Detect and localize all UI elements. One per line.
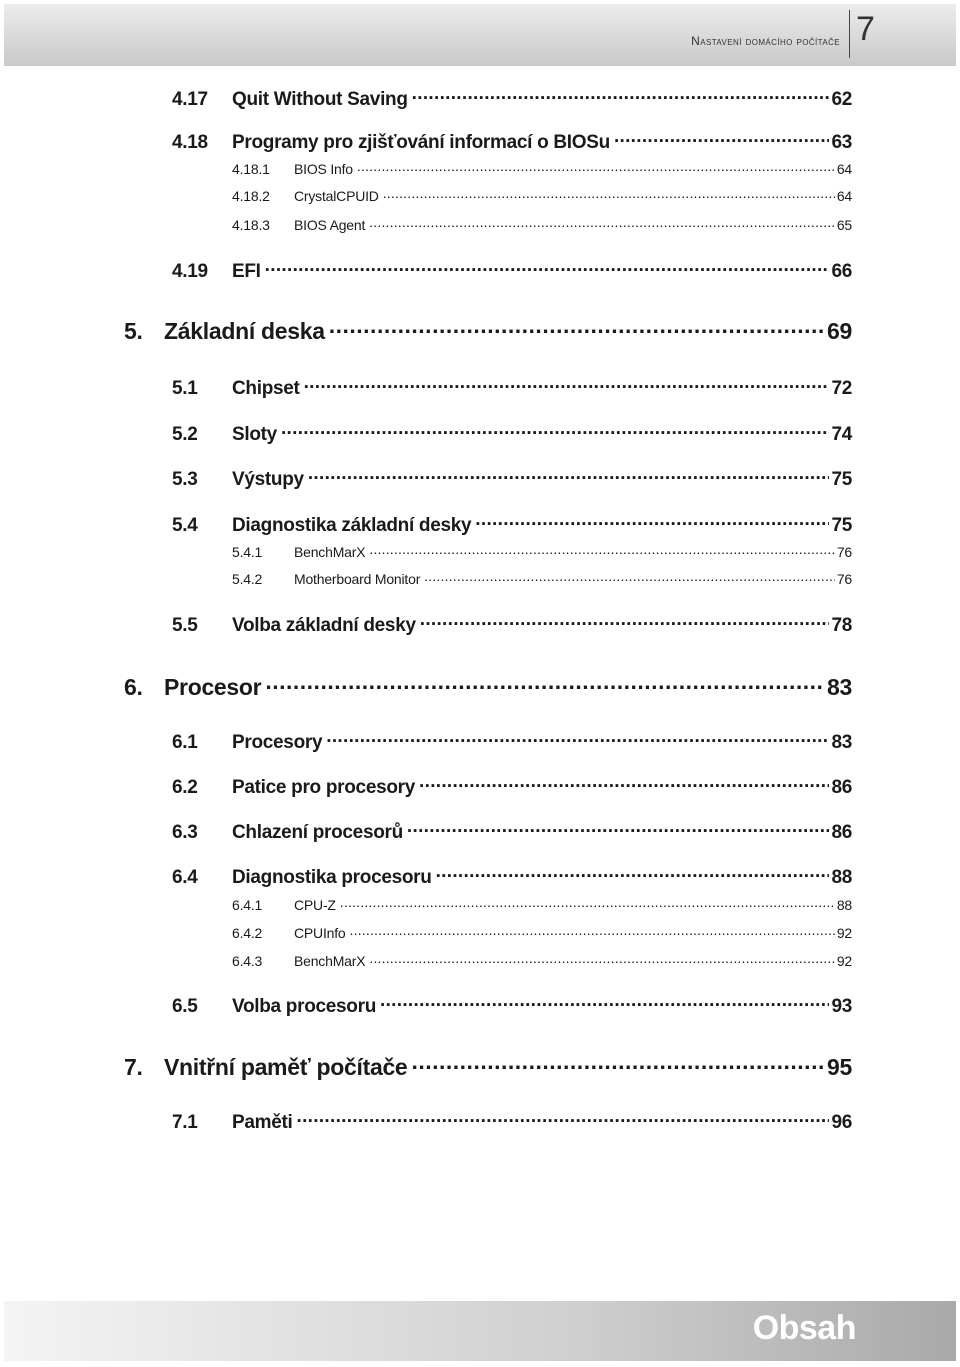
toc-entry-title: Sloty (232, 424, 277, 445)
toc-entry-page-number: 92 (836, 925, 852, 941)
toc-entry-number: 6.2 (172, 777, 198, 798)
toc-entry[interactable] (232, 924, 852, 944)
toc-entry-number: 4.19 (172, 261, 208, 282)
toc-entry-number: 4.18.2 (232, 188, 270, 204)
toc-entry-title: Základní deska (164, 318, 325, 344)
toc-entry-title: Motherboard Monitor (294, 571, 421, 587)
toc-entry-page-number: 96 (831, 1112, 852, 1133)
toc-entry-title: BIOS Info (294, 161, 353, 177)
toc-entry[interactable] (172, 258, 852, 284)
toc-entry-title: Vnitřní paměť počítače (164, 1054, 408, 1080)
toc-dot-leader (357, 160, 835, 174)
toc-entry-page-number: 76 (836, 571, 852, 587)
toc-entry-title: CPU-Z (294, 897, 336, 913)
toc-dot-leader (281, 421, 830, 440)
footer-section-label: Obsah (752, 1309, 856, 1347)
toc-entry[interactable] (232, 187, 852, 207)
toc-entry-page-number: 64 (836, 188, 852, 204)
toc-entry-page-number: 78 (831, 615, 852, 636)
toc-dot-leader (350, 924, 835, 938)
toc-entry[interactable] (172, 421, 852, 447)
toc-entry-number: 4.18 (172, 132, 208, 153)
toc-entry-page-number: 83 (831, 732, 852, 753)
toc-entry[interactable] (124, 316, 852, 346)
toc-entry-title: BenchMarX (294, 544, 366, 560)
toc-entry-number: 4.18.1 (232, 161, 270, 177)
running-header-title: Nastavení domácího počítače (691, 34, 840, 48)
toc-entry-title: Procesor (164, 674, 262, 700)
toc-entry[interactable] (172, 774, 852, 800)
toc-entry[interactable] (232, 896, 852, 916)
toc-entry-page-number: 76 (836, 544, 852, 560)
toc-entry-title: Volba procesoru (232, 996, 377, 1017)
toc-entry[interactable] (124, 1052, 852, 1082)
toc-entry-page-number: 72 (831, 378, 852, 399)
toc-entry-title: EFI (232, 261, 261, 282)
toc-entry-number: 6.4.1 (232, 897, 263, 913)
toc-entry-title: Procesory (232, 732, 323, 753)
toc-entry[interactable] (172, 512, 852, 538)
toc-entry-page-number: 75 (831, 515, 852, 536)
toc-entry-number: 5.5 (172, 615, 198, 636)
toc-entry-title: CPUInfo (294, 925, 346, 941)
toc-entry-title: Volba základní desky (232, 615, 416, 636)
toc-entry[interactable] (172, 375, 852, 401)
toc-dot-leader (412, 86, 830, 105)
toc-entry[interactable] (232, 160, 852, 180)
toc-entry[interactable] (172, 993, 852, 1019)
toc-entry-number: 5.3 (172, 469, 198, 490)
toc-entry-number: 5.4.2 (232, 571, 263, 587)
toc-entry-title: Chlazení procesorů (232, 822, 403, 843)
toc-entry-page-number: 65 (836, 217, 852, 233)
toc-entry[interactable] (172, 864, 852, 890)
toc-dot-leader (475, 512, 829, 531)
toc-entry[interactable] (172, 129, 852, 155)
toc-entry-number: 5. (124, 318, 143, 344)
toc-entry[interactable] (232, 216, 852, 236)
toc-dot-leader (424, 570, 835, 584)
toc-dot-leader (614, 129, 830, 148)
toc-entry-page-number: 62 (831, 89, 852, 110)
toc-entry-page-number: 86 (831, 822, 852, 843)
toc-entry[interactable] (172, 86, 852, 112)
toc-entry-page-number: 93 (831, 996, 852, 1017)
toc-entry-number: 6.4 (172, 867, 198, 888)
toc-entry[interactable] (232, 570, 852, 590)
toc-dot-leader (304, 375, 830, 394)
toc-entry[interactable] (172, 729, 852, 755)
toc-entry-title: Chipset (232, 378, 300, 399)
toc-dot-leader (329, 316, 825, 339)
toc-dot-leader (265, 258, 830, 277)
toc-entry-number: 6.3 (172, 822, 198, 843)
toc-entry-number: 5.4.1 (232, 544, 263, 560)
toc-entry[interactable] (172, 1109, 852, 1135)
toc-entry-title: BIOS Agent (294, 217, 366, 233)
toc-entry-page-number: 92 (836, 953, 852, 969)
toc-dot-leader (369, 952, 834, 966)
toc-entry-number: 5.1 (172, 378, 198, 399)
toc-entry-page-number: 66 (831, 261, 852, 282)
toc-entry-page-number: 74 (831, 424, 852, 445)
toc-dot-leader (297, 1109, 830, 1128)
toc-entry-page-number: 83 (827, 674, 852, 700)
toc-dot-leader (419, 774, 829, 793)
toc-dot-leader (340, 896, 835, 910)
toc-entry-page-number: 95 (827, 1054, 852, 1080)
toc-entry-page-number: 69 (827, 318, 852, 344)
toc-dot-leader (326, 729, 829, 748)
toc-entry[interactable] (172, 819, 852, 845)
toc-dot-leader (369, 216, 835, 230)
toc-entry-title: Výstupy (232, 469, 304, 490)
toc-entry-number: 6.5 (172, 996, 198, 1017)
toc-dot-leader (420, 612, 830, 631)
toc-entry-number: 6.1 (172, 732, 198, 753)
toc-entry-title: Diagnostika základní desky (232, 515, 472, 536)
toc-entry-title: Paměti (232, 1112, 293, 1133)
toc-entry-page-number: 86 (831, 777, 852, 798)
toc-entry-number: 7. (124, 1054, 143, 1080)
toc-entry-number: 4.18.3 (232, 217, 270, 233)
toc-entry-page-number: 63 (831, 132, 852, 153)
toc-dot-leader (380, 993, 829, 1012)
toc-entry[interactable] (124, 672, 852, 702)
toc-dot-leader (308, 466, 830, 485)
toc-entry-title: Quit Without Saving (232, 89, 408, 110)
toc-dot-leader (265, 672, 825, 695)
toc-dot-leader (383, 187, 835, 201)
toc-entry-number: 4.17 (172, 89, 208, 110)
toc-entry-number: 5.4 (172, 515, 198, 536)
toc-entry-page-number: 64 (836, 161, 852, 177)
toc-entry-number: 6.4.3 (232, 953, 263, 969)
toc-entry-title: CrystalCPUID (294, 188, 379, 204)
toc-entry-number: 5.2 (172, 424, 198, 445)
toc-entry-title: BenchMarX (294, 953, 366, 969)
chapter-number: 7 (856, 10, 875, 48)
toc-entry-number: 7.1 (172, 1112, 198, 1133)
toc-entry-page-number: 75 (831, 469, 852, 490)
toc-entry-title: Patice pro procesory (232, 777, 416, 798)
toc-entry[interactable] (232, 952, 852, 972)
toc-entry-page-number: 88 (831, 867, 852, 888)
toc-dot-leader (436, 864, 830, 883)
toc-entry[interactable] (172, 466, 852, 492)
toc-entry[interactable] (232, 543, 852, 563)
toc-entry-title: Programy pro zjišťování informací o BIOSu (232, 132, 610, 153)
toc-entry-page-number: 88 (836, 897, 852, 913)
toc-entry-number: 6. (124, 674, 143, 700)
toc-dot-leader (407, 819, 830, 838)
toc-entry[interactable] (172, 612, 852, 638)
toc-entry-title: Diagnostika procesoru (232, 867, 432, 888)
toc-entry-number: 6.4.2 (232, 925, 263, 941)
toc-dot-leader (369, 543, 834, 557)
toc-dot-leader (411, 1052, 825, 1075)
